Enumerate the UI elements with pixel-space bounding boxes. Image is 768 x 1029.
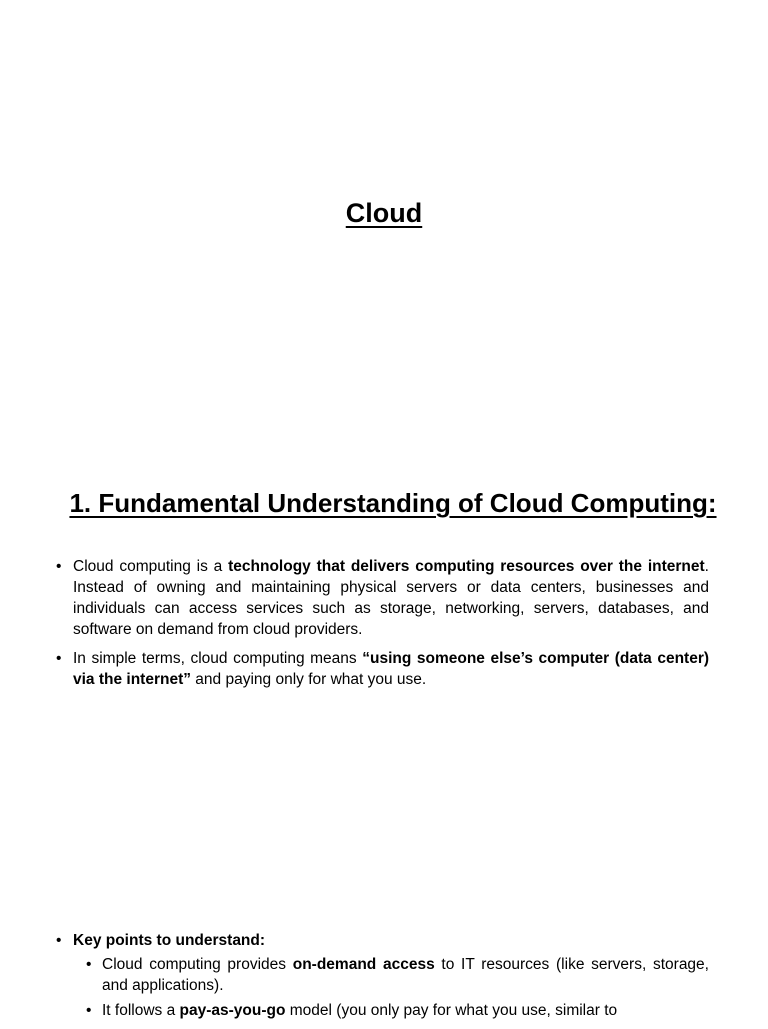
bullet-icon: • <box>56 650 62 667</box>
bullet-text-plain: and paying only for what you use. <box>191 671 427 688</box>
bullet-text-plain: model (you only pay for what you use, similar to <box>285 1002 618 1019</box>
bullet-icon: • <box>86 956 92 973</box>
bullet-icon: • <box>56 932 62 949</box>
bullet-text-bold: “using someone else’s computer (data center) via the internet” <box>73 650 710 688</box>
bullet-text-plain: to IT resources (like servers, storage, and applications). <box>102 956 709 994</box>
bullet-text-plain: Cloud computing is a <box>73 558 229 575</box>
bullet-text-plain: Cloud computing provides <box>102 956 293 973</box>
list-item <box>73 1000 709 1021</box>
key-points-list <box>56 930 709 1029</box>
key-points-sublist <box>73 954 709 1021</box>
intro-bullet-list <box>56 556 709 698</box>
bullet-icon: • <box>56 558 62 575</box>
key-points-label: Key points to understand: <box>73 932 266 949</box>
section-heading: 1. Fundamental Understanding of Cloud Computing: <box>69 488 717 518</box>
bullet-icon: • <box>86 1002 92 1019</box>
list-item <box>56 648 709 690</box>
bullet-text-bold: technology that delivers computing resources over the internet <box>228 558 705 575</box>
list-item <box>56 930 709 1021</box>
page-title: Cloud <box>345 198 423 228</box>
bullet-text-plain: It follows a <box>102 1002 180 1019</box>
bullet-text-bold: on-demand access <box>292 956 435 973</box>
list-item <box>56 556 709 640</box>
list-item <box>73 954 709 996</box>
bullet-text-plain: . Instead of owning and maintaining physical servers or data centers, businesses and individuals can access services such as storage, networking, servers, databases, and software on demand from cloud providers. <box>73 558 709 638</box>
bullet-text-bold: pay-as-you-go <box>179 1002 286 1019</box>
bullet-text-plain: In simple terms, cloud computing means <box>73 650 363 667</box>
